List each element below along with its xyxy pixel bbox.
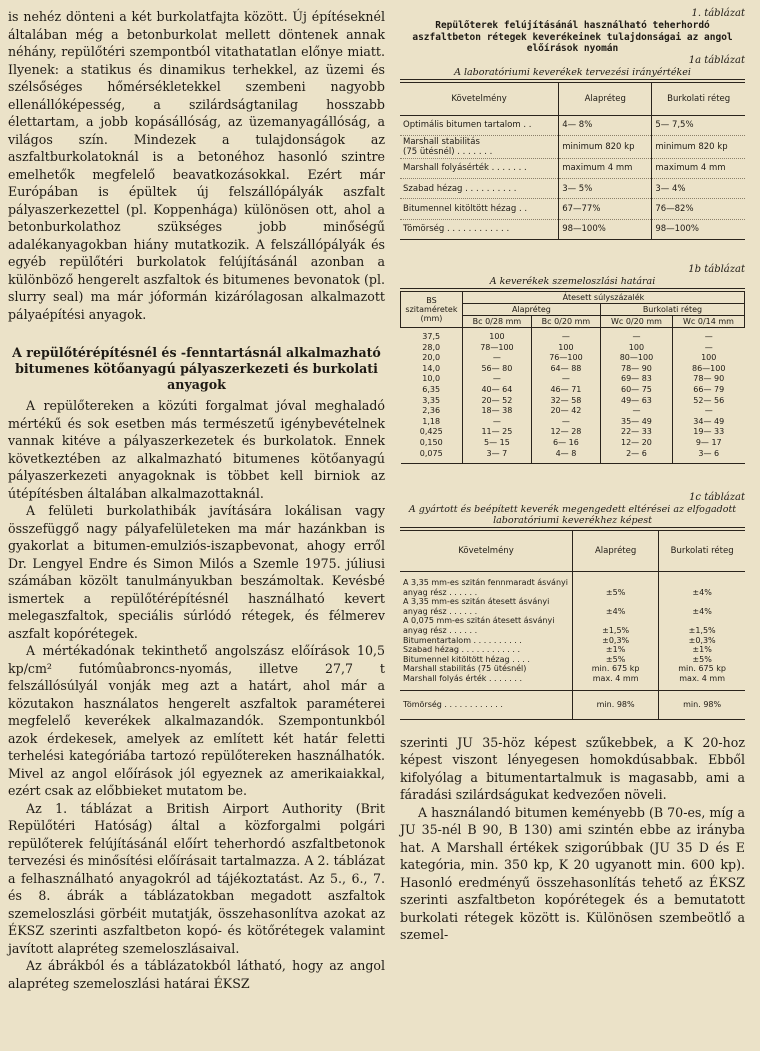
table-cell: maximum 4 mm	[559, 158, 652, 178]
table-cell: — — 100 86—100 78— 90 66— 79 52— 56 — 34— 49 19— 33 9— 17 3— 6	[672, 327, 744, 463]
table-cell: 100 78—100 — 56— 80 — 40— 64 20— 52 18— 38 — 11— 25 5— 15 3— 7	[462, 327, 531, 463]
table-cell: 98—100%	[652, 219, 745, 239]
table-1c	[400, 530, 745, 720]
table-cell: 98—100%	[559, 219, 652, 239]
table-cell: Szabad hézag . . . . . . . . . .	[400, 179, 559, 199]
column-header: Követelmény	[400, 82, 559, 115]
paragraph: Az 1. táblázat a British Airport Authority (Brit Repülőtéri Hatóság) által a közforgalmi polgári repülőterek felújításánál előírt teherhordó aszfaltbetonok tervezési és minősítési előírásait tartalmazza. A 2. táblázat a felhasználható anyagokról ad tájékoztatást. Az 5., 6., 7. és 8. ábrák a táblázatokban megadott aszfaltok szemeloszlási görbéit mutatják, összehasonlítva azokat az ÉKSZ szerinti aszfaltbeton kopó- és kötőrétegek valamint javított alapréteg szemeloszlásaival.	[8, 800, 385, 956]
paragraph: A mértékadónak tekinthető angolszász előírások 10,5 kp/cm² futómûabroncs-nyomás, illetve 27,7 t felszállósúlyál vonják meg azt a határt, ahol már a közutakon használatos hengerelt aszfaltok paraméterei megfelelő keverékek alkalmazandók. Szempontunkból azok érdekesek, amelyek az említett két határ feletti terhelési kategóriába tartozó repülőtereken használhatók. Mivel az angol előírások jól egyeznek az amerikaiakkal, ezért csak az előbbieket mutatom be.	[8, 643, 385, 798]
table-cell: Bitumennel kitöltött hézag . .	[400, 199, 559, 219]
paragraph: A használandó bitumen keményebb (B 70-es, míg a JU 35-nél B 90, B 130) ami szintén ebbe az irányba hat. A Marshall értékek szigorúbbak (JU 35 D és E kategória, min. 350 kp, K 20 ugyanott min. 600 kp). Hasonló eredményű összehasonlítás tehető az ÉKSZ szerinti aszfaltbeton kopórétegek és a bemutatott burkolati rétegek között is. Különösen szembeötlő a szemel-	[400, 804, 745, 943]
table-cell: Marshall folyásérték . . . . . . .	[400, 158, 559, 178]
column-header: Bc 0/20 mm	[531, 315, 600, 327]
paragraph: A repülőtereken a közúti forgalmat jóval meghaladó mértékű és sok esetben más természetű igénybevételnek vannak kitéve a pályaszerkezetek és burkolatok. Ennek következtében az alkalmazható bitumenes kötőanyagú pályaszerkezeti anyagoknak is többet kell birniok az útépítésben általában alkalmazottaknál.	[8, 398, 385, 501]
table-1b	[400, 291, 745, 464]
column-header: Wc 0/20 mm	[600, 315, 672, 327]
table-cell: 4— 8%	[559, 115, 652, 135]
table-row	[400, 199, 745, 219]
column-header: Burkolati réteg	[652, 82, 745, 115]
table-number: 1c táblázat	[689, 492, 745, 504]
table-cell: 67—77%	[559, 199, 652, 219]
table-cell: — 100 80—100 78— 90 69— 83 60— 75 49— 63 — 35— 49 22— 33 12— 20 2— 6	[600, 327, 672, 463]
column-header: Alapréteg	[462, 303, 600, 315]
table-cell: 37,5 28,0 20,0 14,0 10,0 6,35 3,35 2,36 1,18 0,425 0,150 0,075	[401, 327, 463, 463]
table-1a	[400, 82, 745, 240]
table-cell: ±4% ±4% ±1,5% ±0,3% ±1% ±5% min. 675 kp max. 4 mm	[659, 572, 745, 691]
column-header: Alapréteg	[559, 82, 652, 115]
table-cell: 76—82%	[652, 199, 745, 219]
table-row	[400, 690, 745, 719]
table-row	[400, 115, 745, 135]
column-header: Wc 0/14 mm	[672, 315, 744, 327]
table-subtitle: A gyártott és beépített keverék megengedett eltérései az elfogadott laboratóriumi keverékhez képest	[400, 504, 745, 528]
table-number: 1b táblázat	[688, 263, 745, 275]
table-cell: ±5% ±4% ±1,5% ±0,3% ±1% ±5% min. 675 kp max. 4 mm	[573, 572, 659, 691]
table-body	[400, 572, 745, 691]
table-cell: Tömörség . . . . . . . . . . . .	[400, 219, 559, 239]
table-subtitle: A laboratóriumi keverékek tervezési irányértékei	[400, 67, 745, 80]
section-heading: A repülőtérépítésnél és -fenntartásnál alkalmazható bitumenes kötőanyagú pályaszerkezeti és burkolati anyagok	[12, 345, 381, 392]
table-cell: A 3,35 mm-es szitán fennmaradt ásványi anyag rész . . . . . . A 3,35 mm-es szitán átesett ásványi anyag rész . . . . . . A 0,075 mm-es szitán átesett ásványi anyag rész . . . . . . Bitumentartalom . . . . . . . . . . Szabad hézag . . . . . . . . . . . . Bitumennel kitöltött hézag . . . . Marshall stabilitás (75 ütésnél) Marshall folyás érték . . . . . . .	[403, 578, 568, 684]
table-cell: Tömörség . . . . . . . . . . . .	[400, 690, 573, 719]
table-cell: min. 98%	[659, 690, 745, 719]
left-column	[8, 8, 385, 992]
paragraph: Az ábrákból és a táblázatokból látható, hogy az angol alapréteg szemeloszlási határai ÉKSZ	[8, 958, 385, 991]
table-cell: 3— 5%	[559, 179, 652, 199]
column-header: Burkolati réteg	[600, 303, 744, 315]
table-cell: 3— 4%	[652, 179, 745, 199]
column-header: Átesett súlyszázalék	[462, 291, 744, 303]
table-body	[401, 327, 745, 463]
column-header: Alapréteg	[573, 531, 659, 572]
table-subtitle: A keverékek szemeloszlási határai	[400, 276, 745, 289]
column-header: BS szitaméretek (mm)	[401, 291, 463, 327]
table-number: 1a táblázat	[688, 54, 745, 66]
paragraph: A felületi burkolathibák javítására lokálisan vagy összefüggő nagy pályafelületeken ma már hazánkban is gyakorlat a bitumen-emulziós-iszapbevonat, ahogy erről Dr. Lengyel Endre és Simon Milós a Szemle 1975. júliusi számában közölt tanulmányukban beszámoltak. Kevésbé ismertek a repülőtérépítésnél használható kevert melegaszfaltok, speciális súrlódó rétegek, és félmerev aszfalt kopórétegek.	[8, 503, 385, 641]
table-cell: — 100 76—100 64— 88 — 46— 71 32— 58 20— 42 — 12— 28 6— 16 4— 8	[531, 327, 600, 463]
table-row	[400, 219, 745, 239]
table-cell: Marshall stabilitás (75 ütésnél) . . . . . . .	[400, 135, 559, 158]
table-cell: min. 98%	[573, 690, 659, 719]
column-header: Bc 0/28 mm	[462, 315, 531, 327]
table-number: 1. táblázat	[691, 8, 745, 19]
column-header: Burkolati réteg	[659, 531, 745, 572]
table-header-row	[400, 82, 745, 115]
table-row	[400, 179, 745, 199]
table-cell: minimum 820 kp	[559, 135, 652, 158]
table-cell: maximum 4 mm	[652, 158, 745, 178]
paragraph: szerinti JU 35-höz képest szűkebbek, a K 20-hoz képest viszont lényegesen homokdúsabbak. Ebből kifolyólag a bitumentartalmuk is magasabb, ami a fáradási szilárdságukat kedvezően növeli.	[400, 734, 745, 803]
table-cell: 5— 7,5%	[652, 115, 745, 135]
table-row	[400, 158, 745, 178]
column-header: Követelmény	[400, 531, 573, 572]
table-cell: Optimális bitumen tartalom . .	[400, 115, 559, 135]
table-row	[400, 135, 745, 158]
right-column	[400, 8, 745, 944]
table-cell: minimum 820 kp	[652, 135, 745, 158]
paragraph: is nehéz dönteni a két burkolatfajta között. Új építéseknél általában még a betonburkolat mellett döntenek annak néhány, repülőtéri szempontból vitathatatlan előnye miatt. Ilyenek: a statikus és dinamikus terhekkel, az üzemi és szélsőséges hőmérsékletekkel szembeni nagyobb ellenállóképesség, a szilárdságtanilag hosszabb élettartam, a jobb kopásállóság, az üzemanyagállóság, a világos szín. Mindezek a tulajdonságok az aszfaltburkolatoknál is a betonéhoz hasonló szintre emelhetők megfelelő beavatkozásokkal. Ezért már Európában is épültek új felszállópályák aszfalt pályaszerkezettel (pl. Koppenhága) különösen ott, ahol a betonburkolathoz szükséges jobb minőségű adalékanyagokban hiány mutatkozik. A felszállópályák és egyéb repülőtéri burkolatok felújításánál azonban a különböző hengerelt aszfaltok és bitumenes bevonatok (pl. slurry seal) ma már jóformán kizárólagosan alkalmazott pályaépítési anyagok.	[8, 9, 385, 322]
table-title: Repülőterek felújításánál használható teherhordó aszfaltbeton rétegek keverékeinek tulajdonságai az angol előírások nyomán	[412, 20, 733, 54]
